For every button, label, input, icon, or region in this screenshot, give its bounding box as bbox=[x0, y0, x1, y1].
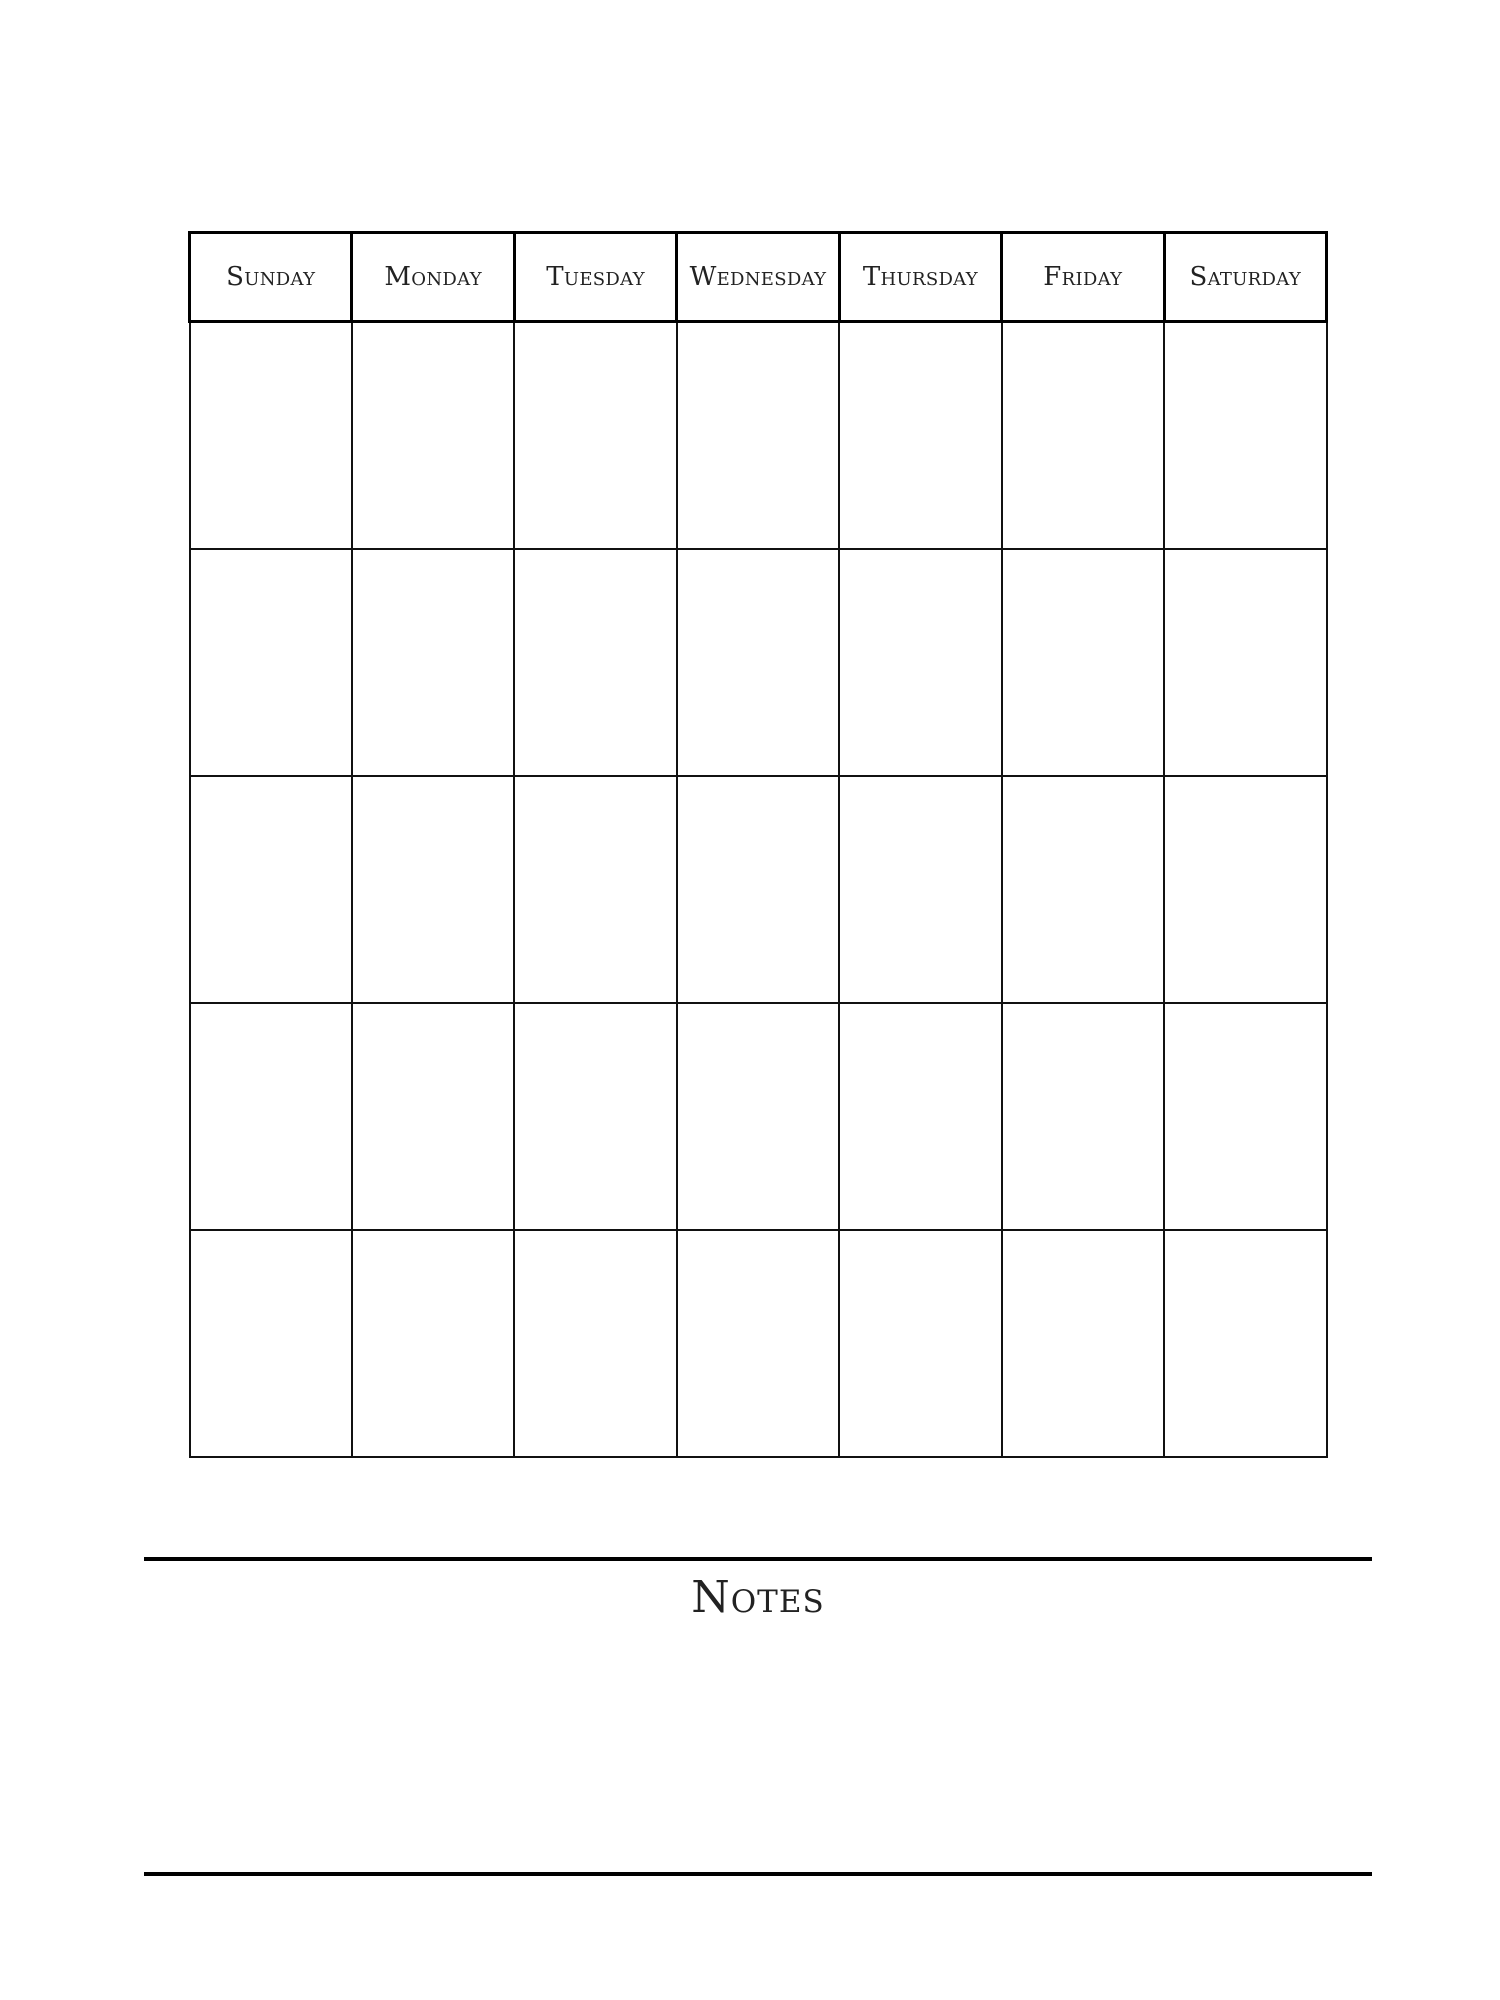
calendar-weeks bbox=[190, 322, 1327, 1458]
day-cell bbox=[1002, 776, 1164, 1003]
day-cell bbox=[1164, 1003, 1326, 1230]
notes-top-divider bbox=[144, 1557, 1372, 1561]
day-cell bbox=[839, 549, 1001, 776]
day-cell bbox=[514, 322, 676, 550]
day-cell bbox=[677, 1230, 839, 1457]
day-cell bbox=[1002, 549, 1164, 776]
day-cell bbox=[190, 549, 352, 776]
day-cell bbox=[352, 1003, 514, 1230]
calendar-week-row bbox=[190, 549, 1327, 776]
day-cell bbox=[514, 776, 676, 1003]
day-header-saturday: Saturday bbox=[1164, 233, 1326, 322]
calendar-week-row bbox=[190, 1003, 1327, 1230]
day-cell bbox=[839, 322, 1001, 550]
day-cell bbox=[839, 776, 1001, 1003]
day-cell bbox=[1164, 549, 1326, 776]
notes-bottom-divider bbox=[144, 1872, 1372, 1876]
day-cell bbox=[190, 776, 352, 1003]
calendar-week-row bbox=[190, 776, 1327, 1003]
day-cell bbox=[1002, 1230, 1164, 1457]
day-cell bbox=[190, 1230, 352, 1457]
day-header-friday: Friday bbox=[1002, 233, 1164, 322]
day-cell bbox=[514, 1230, 676, 1457]
day-cell bbox=[190, 1003, 352, 1230]
day-cell bbox=[1164, 322, 1326, 550]
weekday-header-row bbox=[190, 233, 1327, 322]
day-cell bbox=[352, 549, 514, 776]
day-cell bbox=[352, 1230, 514, 1457]
day-header-monday: Monday bbox=[352, 233, 514, 322]
day-cell bbox=[352, 776, 514, 1003]
day-cell bbox=[514, 1003, 676, 1230]
day-cell bbox=[1002, 322, 1164, 550]
day-cell bbox=[677, 1003, 839, 1230]
day-cell bbox=[839, 1230, 1001, 1457]
day-cell bbox=[352, 322, 514, 550]
day-cell bbox=[677, 549, 839, 776]
calendar-grid bbox=[188, 231, 1328, 1458]
calendar-week-row bbox=[190, 322, 1327, 550]
day-header-tuesday: Tuesday bbox=[514, 233, 676, 322]
day-header-sunday: Sunday bbox=[190, 233, 352, 322]
day-cell bbox=[677, 776, 839, 1003]
day-cell bbox=[190, 322, 352, 550]
notes-title: Notes bbox=[691, 1572, 825, 1623]
day-cell bbox=[1164, 1230, 1326, 1457]
day-cell bbox=[1164, 776, 1326, 1003]
day-header-wednesday: Wednesday bbox=[677, 233, 839, 322]
day-cell bbox=[1002, 1003, 1164, 1230]
day-cell bbox=[677, 322, 839, 550]
day-cell bbox=[839, 1003, 1001, 1230]
day-header-thursday: Thursday bbox=[839, 233, 1001, 322]
calendar-week-row bbox=[190, 1230, 1327, 1457]
day-cell bbox=[514, 549, 676, 776]
